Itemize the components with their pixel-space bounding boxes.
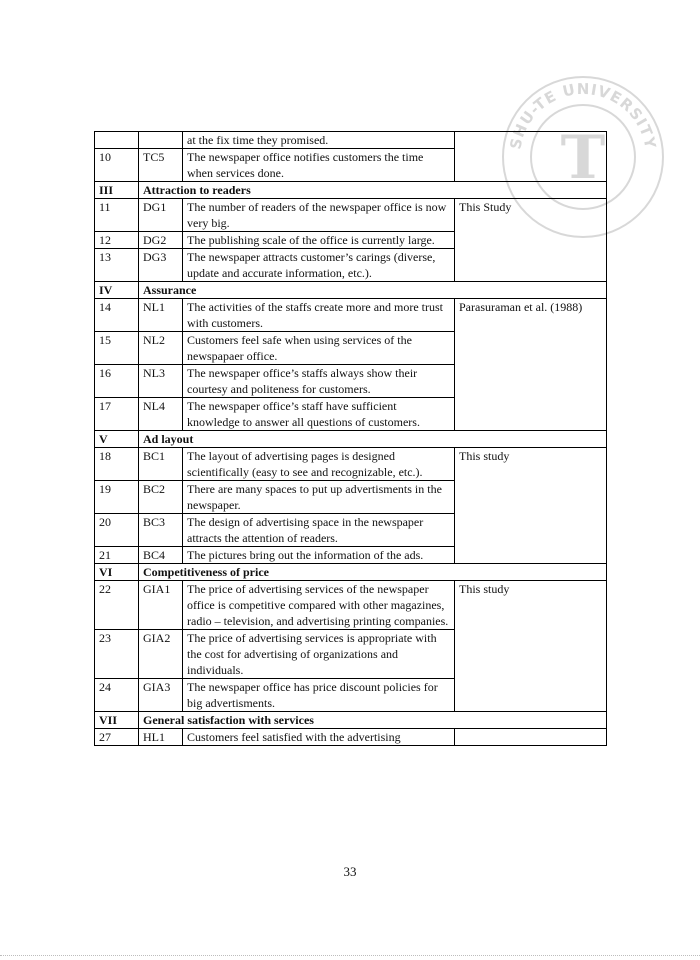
- cell-no: 22: [95, 581, 139, 630]
- cell-no: [95, 132, 139, 149]
- cell-source: This Study: [455, 199, 607, 282]
- cell-code: NL2: [139, 332, 183, 365]
- page-bottom-edge: [0, 955, 700, 956]
- cell-no: 15: [95, 332, 139, 365]
- table-row: [95, 581, 607, 630]
- cell-no: 19: [95, 481, 139, 514]
- table-row: [95, 729, 607, 746]
- survey-items-table: [94, 131, 607, 746]
- section-title: Assurance: [139, 282, 607, 299]
- section-title: Attraction to readers: [139, 182, 607, 199]
- seal-text: SHU-TE UNIVERSITY: [506, 79, 660, 151]
- cell-code: BC2: [139, 481, 183, 514]
- cell-code: DG2: [139, 232, 183, 249]
- cell-code: GIA2: [139, 630, 183, 679]
- section-number: III: [95, 182, 139, 199]
- cell-item-text: Customers feel satisfied with the advertising: [183, 729, 455, 746]
- table-row: [95, 299, 607, 332]
- section-header-row: [95, 182, 607, 199]
- cell-code: NL1: [139, 299, 183, 332]
- cell-item-text: The pictures bring out the information of the ads.: [183, 547, 455, 564]
- table-row-continuation: [95, 132, 607, 149]
- cell-item-text: The newspaper office’s staffs always show their courtesy and politeness for customers.: [183, 365, 455, 398]
- cell-code: TC5: [139, 149, 183, 182]
- cell-no: 12: [95, 232, 139, 249]
- cell-source: This study: [455, 581, 607, 712]
- table-body: [95, 132, 607, 746]
- cell-code: DG3: [139, 249, 183, 282]
- cell-item-text: The newspaper office has price discount policies for big advertisments.: [183, 679, 455, 712]
- section-title: General satisfaction with services: [139, 712, 607, 729]
- cell-code: HL1: [139, 729, 183, 746]
- cell-code: GIA1: [139, 581, 183, 630]
- cell-code: NL4: [139, 398, 183, 431]
- seal-mark: T: [560, 123, 606, 193]
- cell-no: 24: [95, 679, 139, 712]
- section-number: IV: [95, 282, 139, 299]
- cell-no: 14: [95, 299, 139, 332]
- table-row: [95, 199, 607, 232]
- cell-code: DG1: [139, 199, 183, 232]
- cell-no: 17: [95, 398, 139, 431]
- cell-code: NL3: [139, 365, 183, 398]
- cell-no: 20: [95, 514, 139, 547]
- section-header-row: [95, 712, 607, 729]
- cell-code: GIA3: [139, 679, 183, 712]
- cell-item-text: The activities of the staffs create more and more trust with customers.: [183, 299, 455, 332]
- cell-no: 27: [95, 729, 139, 746]
- section-number: V: [95, 431, 139, 448]
- cell-code: BC4: [139, 547, 183, 564]
- cell-code: BC1: [139, 448, 183, 481]
- cell-source: Parasuraman et al. (1988): [455, 299, 607, 431]
- cell-item-text: The layout of advertising pages is designed scientifically (easy to see and recognizable, etc.).: [183, 448, 455, 481]
- section-header-row: [95, 431, 607, 448]
- cell-no: 13: [95, 249, 139, 282]
- cell-source: This study: [455, 448, 607, 564]
- cell-no: 18: [95, 448, 139, 481]
- section-title: Competitiveness of price: [139, 564, 607, 581]
- cell-item-text: There are many spaces to put up advertisments in the newspaper.: [183, 481, 455, 514]
- cell-item-text: The newspaper office’s staff have sufficient knowledge to answer all questions of customers.: [183, 398, 455, 431]
- page-number: 33: [343, 864, 357, 879]
- cell-source: [455, 729, 607, 746]
- cell-code: BC3: [139, 514, 183, 547]
- cell-no: 21: [95, 547, 139, 564]
- cell-source: [455, 132, 607, 182]
- cell-no: 10: [95, 149, 139, 182]
- section-title: Ad layout: [139, 431, 607, 448]
- section-header-row: [95, 564, 607, 581]
- cell-item-text: at the fix time they promised.: [183, 132, 455, 149]
- section-number: VI: [95, 564, 139, 581]
- cell-code: [139, 132, 183, 149]
- cell-item-text: Customers feel safe when using services of the newspapaer office.: [183, 332, 455, 365]
- table-row: [95, 448, 607, 481]
- cell-item-text: The price of advertising services of the newspaper office is competitive compared with other magazines, radio – television, and advertising printing companies.: [183, 581, 455, 630]
- cell-item-text: The number of readers of the newspaper office is now very big.: [183, 199, 455, 232]
- cell-item-text: The newspaper attracts customer’s carings (diverse, update and accurate information, etc.).: [183, 249, 455, 282]
- cell-item-text: The publishing scale of the office is currently large.: [183, 232, 455, 249]
- cell-item-text: The price of advertising services is appropriate with the cost for advertising of organizations and individuals.: [183, 630, 455, 679]
- cell-item-text: The newspaper office notifies customers the time when services done.: [183, 149, 455, 182]
- section-number: VII: [95, 712, 139, 729]
- cell-no: 11: [95, 199, 139, 232]
- cell-item-text: The design of advertising space in the newspaper attracts the attention of readers.: [183, 514, 455, 547]
- cell-no: 16: [95, 365, 139, 398]
- cell-no: 23: [95, 630, 139, 679]
- section-header-row: [95, 282, 607, 299]
